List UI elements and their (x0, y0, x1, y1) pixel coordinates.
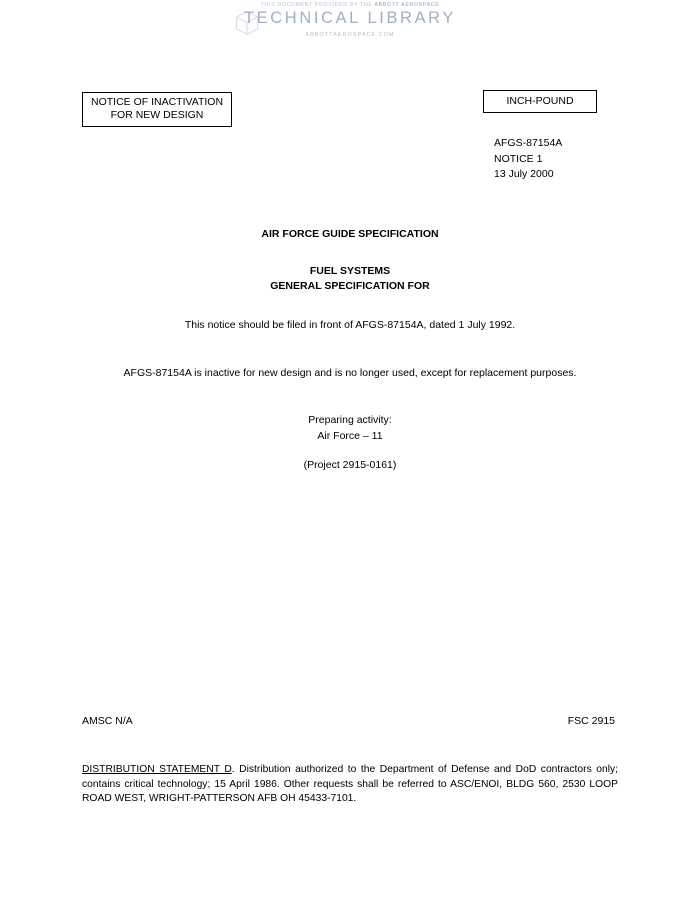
document-date: 13 July 2000 (494, 168, 554, 180)
watermark-banner (0, 0, 700, 46)
preparing-activity-block (0, 413, 700, 444)
subtitle-line-1: FUEL SYSTEMS (309, 265, 391, 277)
amsc-number: AMSC N/A (82, 715, 133, 727)
distribution-statement (82, 763, 618, 807)
notice-number: NOTICE 1 (494, 152, 543, 165)
inch-pound-box: INCH-POUND (483, 90, 597, 113)
distribution-statement-text: . Distribution authorized to the Department of Defense and DoD contractors only; contains critical technology; 15 April 1986. Other requests shall be referred to ASC/ENOI, BLDG 560, 2530 LOOP ROAD WEST, WRIGHT-PATTERSON AFB OH 45433-7101. (82, 764, 618, 804)
subtitle-line-2: GENERAL SPECIFICATION FOR (270, 280, 430, 292)
watermark-line1-small: THIS DOCUMENT PROVIDED BY THE (260, 2, 373, 8)
notice-line-1: NOTICE OF INACTIVATION (91, 96, 224, 108)
preparing-activity-label: Preparing activity: (308, 414, 392, 426)
page-title: AIR FORCE GUIDE SPECIFICATION (261, 228, 439, 240)
inactivation-statement-paragraph: AFGS-87154A is inactive for new design and is no longer used, except for replacement purposes. (123, 367, 577, 379)
document-number: AFGS-87154A (494, 137, 563, 149)
title-block (0, 227, 700, 294)
notice-of-inactivation-box (82, 92, 232, 127)
project-number: (Project 2915-0161) (303, 459, 397, 471)
fsc-number: FSC 2915 (567, 715, 615, 727)
distribution-statement-heading: DISTRIBUTION STATEMENT D (82, 764, 232, 775)
watermark-title: TECHNICAL LIBRARY (244, 9, 456, 27)
document-identification (494, 136, 562, 183)
preparing-activity-value: Air Force – 11 (317, 429, 383, 442)
filing-instruction-paragraph: This notice should be filed in front of AFGS-87154A, dated 1 July 1992. (184, 319, 516, 331)
watermark-brand: ABBOTT AEROSPACE (374, 2, 440, 8)
watermark-url: ABBOTTAEROSPACE.COM (305, 32, 395, 38)
notice-line-2: FOR NEW DESIGN (110, 109, 204, 121)
